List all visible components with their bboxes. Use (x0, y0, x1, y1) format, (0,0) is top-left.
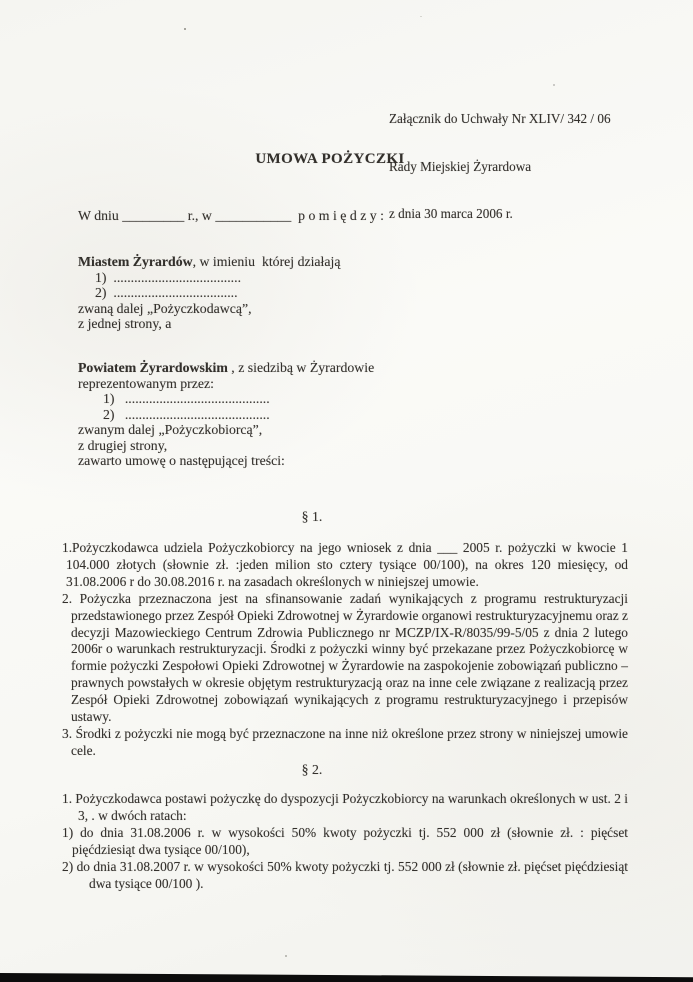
borrower-representative-blank-2: 2) .......................................... (103, 406, 270, 422)
scan-speck (553, 84, 555, 86)
section-1-body (62, 540, 628, 760)
borrower-side-line: z drugiej strony, (78, 437, 168, 453)
borrower-party-block (78, 360, 374, 469)
scan-edge-bar (0, 972, 693, 982)
borrower-name-suffix: , z siedzibą w Żyrardowie (227, 360, 375, 375)
agreement-opening-line: zawarto umowę o następującej treści: (78, 453, 285, 468)
attachment-reference-line-3: z dnia 30 marca 2006 r. (389, 205, 513, 221)
scan-speck (285, 955, 287, 957)
borrower-alias-line: zwanym dalej „Pożyczkobiorcą”, (78, 422, 263, 437)
lender-party-block (78, 254, 340, 332)
attachment-reference-line-1: Załącznik do Uchwały Nr XLIV/ 342 / 06 (389, 111, 611, 127)
scan-speck (184, 28, 186, 30)
borrower-intro-line (78, 360, 374, 376)
document-title: UMOWA POŻYCZKI (255, 151, 405, 167)
lender-representative-blank-1: 1) ..................................... (95, 269, 242, 285)
section-1-clause-1: 1.Pożyczkodawca udziela Pożyczkobiorcy na jego wniosek z dnia ___ 2005 r. pożyczki w kwocie 1 104.000 złotych (słownie zł. :jeden milion sto cztery tysiące 00/100), na okres 120 miesięcy, od 31.08.2006 r do 30.08.2016 r. na zasadach określonych w niniejszej umowie. (62, 540, 628, 589)
lender-side-line: z jednej strony, a (78, 316, 172, 331)
section-1-clause-3: 3. Środki z pożyczki nie mogą być przeznaczone na inne niż określone przez strony w niniejszej umowie cele. (62, 725, 628, 758)
lender-representative-blank-2: 2) .................................... (95, 285, 238, 300)
section-2-heading: § 2. (301, 762, 323, 777)
borrower-name: Powiatem Żyrardowskim (78, 360, 228, 375)
section-1-clause-2: 2. Pożyczka przeznaczona jest na sfinansowanie zadań wynikających z programu restrukturyzacji przedstawionego przez Zespół Opieki Zdrowotnej w Żyrardowie organowi restrukturyzacyjnemu oraz z decyzji Mazowieckiego Centrum Zdrowia Publicznego nr MCZP/IX-R/8035/99-5/05 z dnia 2 lutego 2006r o warunkach restrukturyzacji. Środki z pożyczki winny być przekazane przez Pożyczkobiorcę w formie pożyczki Zespołowi Opieki Zdrowotnej w Żyrardowie na zaspokojenie zobowiązań publiczno – prawnych powstałych w okresie objętym restrukturyzacją oraz na inne cele związane z realizacją przez Zespół Opieki Zdrowotnej zobowiązań wynikających z programu restrukturyzacyjnego i przepisów ustawy. (62, 590, 628, 725)
lender-intro-line (78, 254, 340, 270)
lender-name-suffix: , w imieniu której działają (192, 254, 341, 269)
borrower-represented-line: reprezentowanym przez: (78, 375, 214, 391)
section-2-clause-1: 1. Pożyczkodawca postawi pożyczkę do dyspozycji Pożyczkobiorcy na warunkach określonych w ust. 2 i 3, . w dwóch ratach: (62, 791, 628, 823)
lender-alias-line: zwaną dalej „Pożyczkodawcą”, (78, 300, 252, 316)
section-2-tranche-1: 1) do dnia 31.08.2006 r. w wysokości 50% kwoty pożyczki tj. 552 000 zł (słownie zł. : pięćset pięćdziesiąt dwa tysiące 00/100), (62, 824, 628, 857)
lender-name: Miastem Żyrardów (78, 254, 193, 269)
section-2-tranche-2: 2) do dnia 31.08.2007 r. w wysokości 50% kwoty pożyczki tj. 552 000 zł (słownie zł. pięćset pięćdziesiąt dwa tysiące 00/100 ). (62, 858, 628, 891)
borrower-representative-blank-1: 1) .......................................... (103, 391, 270, 406)
section-1-heading: § 1. (301, 509, 323, 524)
section-2-body (62, 791, 628, 892)
scan-speck (420, 16, 422, 17)
attachment-reference-line-2: Rady Miejskiej Żyrardowa (389, 158, 532, 174)
date-intro-line: W dniu _________ r., w ___________ p o m i ę d z y : (78, 208, 384, 223)
